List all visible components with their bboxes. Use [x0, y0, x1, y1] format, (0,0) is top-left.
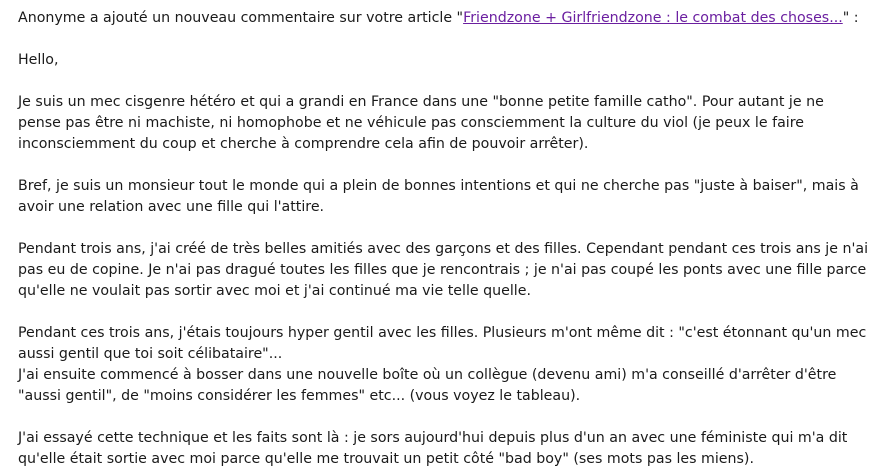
- spacer: [18, 71, 868, 92]
- notification-prefix: Anonyme a ajouté un nouveau commentaire sur votre article ": [18, 10, 464, 26]
- article-link[interactable]: Friendzone + Girlfriendzone : le combat des choses...: [463, 10, 843, 26]
- comment-paragraph-1: Je suis un mec cisgenre hétéro et qui a grandi en France dans une "bonne petite famille catho". Pour autant je ne pense pas être ni machiste, ni homophobe et ne véhicule pas consciemment la culture du viol (je peux le faire inconsciemment du coup et cherche à comprendre cela afin de pouvoir arrêter).: [18, 94, 824, 152]
- comment-paragraph-2: Bref, je suis un monsieur tout le monde qui a plein de bonnes intentions et qui ne cherche pas "juste à baiser", mais à avoir une relation avec une fille qui l'attire.: [18, 178, 859, 215]
- spacer: [18, 407, 868, 428]
- notification-suffix: " :: [842, 10, 859, 26]
- email-body: [18, 8, 868, 470]
- notification-line: [18, 8, 868, 29]
- comment-paragraph-4b: J'ai ensuite commencé à bosser dans une nouvelle boîte où un collègue (devenu ami) m'a conseillé d'arrêter d'être "aussi gentil", de "moins considérer les femmes" etc... (vous voyez le tableau).: [18, 367, 837, 404]
- spacer: [18, 218, 868, 239]
- comment-paragraph-3: Pendant trois ans, j'ai créé de très belles amitiés avec des garçons et des filles. Cependant pendant ces trois ans je n'ai pas eu de copine. Je n'ai pas dragué toutes les filles que je rencontrais ; je n'ai pas coupé les ponts avec une fille parce qu'elle ne voulait pas sortir avec moi et j'ai continué ma vie telle quelle.: [18, 241, 869, 299]
- comment-greeting: Hello,: [18, 52, 59, 68]
- comment-paragraph-5: J'ai essayé cette technique et les faits sont là : je sors aujourd'hui depuis plus d'un an avec une féministe qui m'a dit qu'elle était sortie avec moi parce qu'elle me trouvait un petit côté "bad boy" (ses mots pas les miens).: [18, 430, 848, 467]
- spacer: [18, 302, 868, 323]
- spacer: [18, 155, 868, 176]
- comment-paragraph-4a: Pendant ces trois ans, j'étais toujours hyper gentil avec les filles. Plusieurs m'ont même dit : "c'est étonnant qu'un mec aussi gentil que toi soit célibataire"...: [18, 325, 867, 362]
- spacer: [18, 29, 868, 50]
